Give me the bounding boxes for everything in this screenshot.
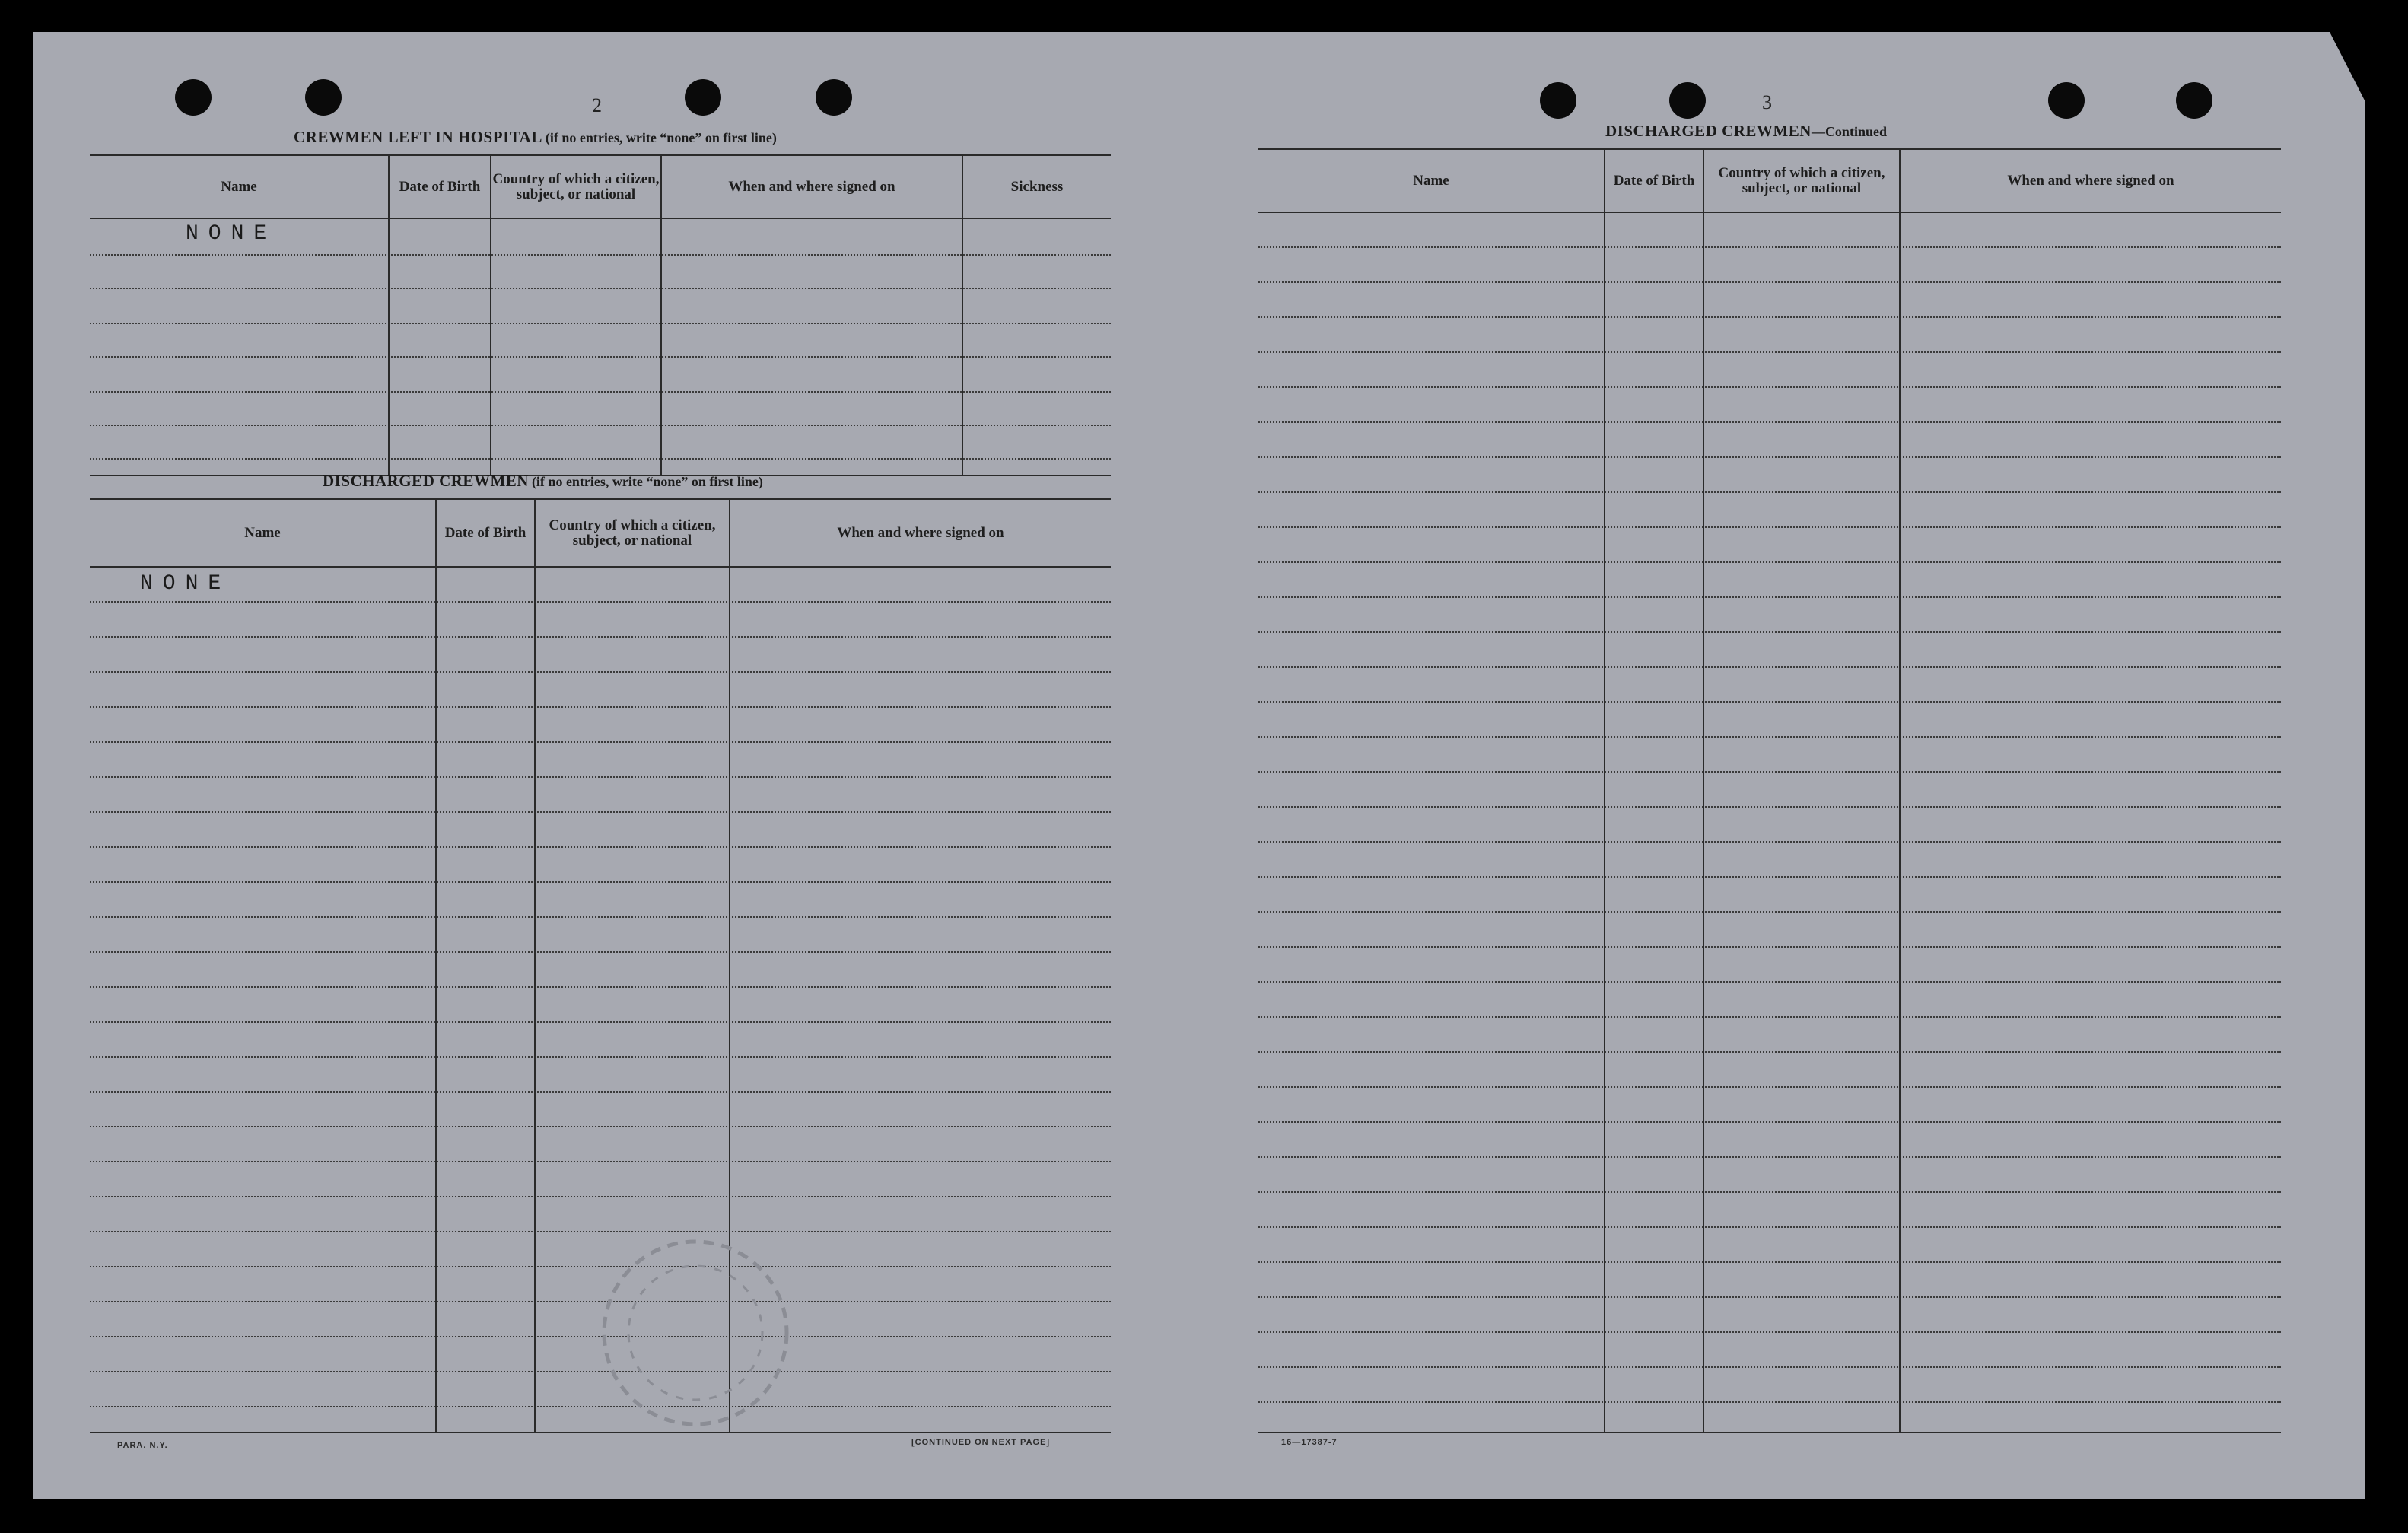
- discharged-title-note: (if no entries, write “none” on first line): [531, 474, 763, 489]
- discharged-col-country: Country of which a citizen, subject, or national: [549, 517, 716, 549]
- discharged-continued-main: DISCHARGED CREWMEN: [1605, 122, 1812, 140]
- form-sheet: [33, 32, 2365, 1499]
- continued-col-name: Name: [1413, 173, 1449, 189]
- discharged-section-title: [323, 472, 763, 491]
- punch-hole: [2176, 82, 2212, 119]
- punch-hole: [1669, 82, 1706, 119]
- punch-hole: [305, 79, 342, 116]
- folded-corner: [2330, 32, 2365, 100]
- hospital-col-name: Name: [221, 179, 257, 195]
- hospital-table: [90, 154, 1111, 481]
- page-number-right: 3: [1762, 91, 1772, 113]
- continued-col-dob: Date of Birth: [1613, 173, 1695, 189]
- received-stamp: [581, 1219, 810, 1447]
- discharged-col-dob: Date of Birth: [444, 525, 526, 541]
- discharged-continued-title: [1605, 122, 1887, 141]
- footer-continued: [CONTINUED ON NEXT PAGE]: [911, 1438, 1051, 1447]
- punch-hole: [816, 79, 852, 116]
- discharged-continued-note: —Continued: [1811, 124, 1887, 139]
- hospital-title-main: CREWMEN LEFT IN HOSPITAL: [294, 128, 542, 146]
- hospital-col-sickness: Sickness: [1010, 179, 1064, 195]
- hospital-title-note: (if no entries, write “none” on first line): [545, 130, 777, 145]
- hospital-col-dob: Date of Birth: [399, 179, 481, 195]
- continued-col-country: Country of which a citizen, subject, or national: [1718, 165, 1885, 196]
- hospital-col-signed-on: When and where signed on: [728, 179, 895, 195]
- discharged-col-name: Name: [244, 525, 281, 541]
- discharged-table-right: [1258, 148, 2281, 1441]
- punch-hole: [685, 79, 721, 116]
- footer-form-number: 16—17387-7: [1281, 1438, 1338, 1447]
- hospital-entry-none: NONE: [186, 222, 277, 246]
- punch-hole: [1540, 82, 1576, 119]
- discharged-title-main: DISCHARGED CREWMEN: [323, 472, 529, 490]
- punch-hole: [175, 79, 212, 116]
- footer-printer-mark: PARA. N.Y.: [117, 1441, 168, 1450]
- page-number-left: 2: [592, 94, 602, 116]
- punch-hole: [2048, 82, 2085, 119]
- hospital-section-title: [294, 128, 777, 147]
- discharged-col-signed-on: When and where signed on: [837, 525, 1004, 541]
- continued-col-signed-on: When and where signed on: [2007, 173, 2174, 189]
- hospital-col-country: Country of which a citizen, subject, or national: [492, 171, 660, 202]
- discharged-entry-none: NONE: [140, 572, 231, 596]
